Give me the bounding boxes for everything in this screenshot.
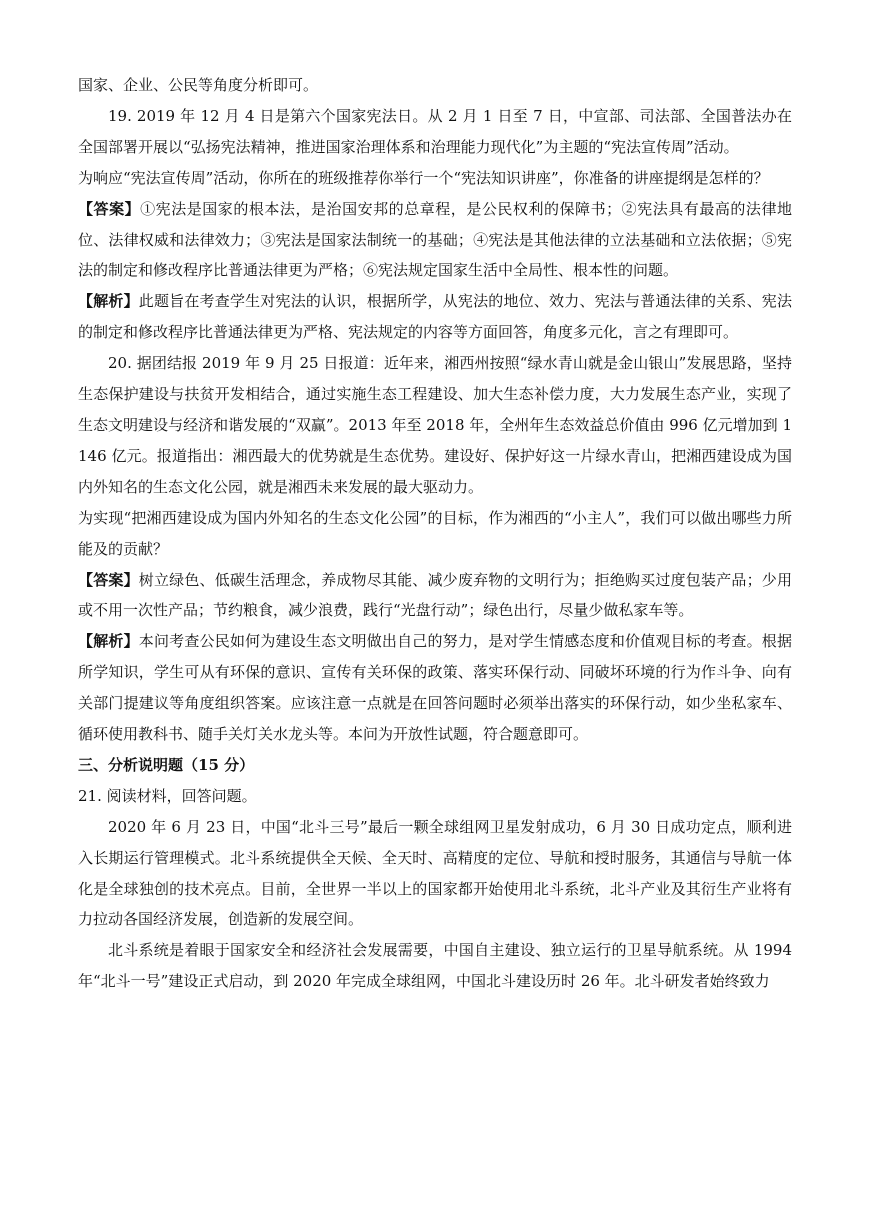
- question-19-answer: [78, 194, 792, 287]
- question-20-prompt: 为实现“把湘西建设成为国内外知名的生态文化公园”的目标，作为湘西的“小主人”，我们可以做出哪些力所能及的贡献？: [78, 508, 792, 558]
- answer-text: ①宪法是国家的根本法，是治国安邦的总章程，是公民权利的保障书；②宪法具有最高的法律地位、法律权威和法律效力；③宪法是国家法制统一的基础；④宪法是其他法律的立法基础和立法依据；⑤宪法的制定和修改程序比普通法律更为严格；⑥宪法规定国家生活中全局性、根本性的问题。: [78, 199, 792, 280]
- answer-tag: 【答案】: [78, 570, 139, 589]
- analysis-tag: 【解析】: [78, 292, 139, 311]
- question-21-material-1: 2020 年 6 月 23 日，中国“北斗三号”最后一颗全球组网卫星发射成功，6 月 30 日成功定点，顺利进入长期运行管理模式。北斗系统提供全天候、全天时、高精度的定位、导航和授时服务，其通信与导航一体化是全球独创的技术亮点。目前，全世界一半以上的国家都开始使用北斗系统，北斗产业及其衍生产业将有力拉动各国经济发展，创造新的发展空间。: [78, 817, 792, 929]
- answer-continuation: 国家、企业、公民等角度分析即可。: [78, 76, 319, 94]
- question-21-material-2: 北斗系统是着眼于国家安全和经济社会发展需要，中国自主建设、独立运行的卫星导航系统。从 1994 年“北斗一号”建设正式启动，到 2020 年完成全球组网，中国北斗建设历时 26 年。北斗研发者始终致力: [78, 941, 792, 991]
- question-19-analysis: [78, 286, 792, 348]
- question-20-answer: [78, 565, 792, 627]
- answer-text: 树立绿色、低碳生活理念，养成物尽其能、减少废弃物的文明行为；拒绝购买过度包装产品；少用或不用一次性产品；节约粮食，减少浪费，践行“光盘行动”；绿色出行，尽量少做私家车等。: [78, 570, 792, 620]
- section-heading: 三、分析说明题（15 分）: [78, 755, 255, 774]
- question-20-material: 20. 据团结报 2019 年 9 月 25 日报道：近年来，湘西州按照“绿水青山就是金山银山”发展思路，坚持生态保护建设与扶贫开发相结合，通过实施生态工程建设、加大生态补偿力度，大力发展生态产业，实现了生态文明建设与经济和谐发展的“双赢”。2013 年至 2018 年，全州年生态效益总价值由 996 亿元增加到 1146 亿元。报道指出：湘西最大的优势就是生态优势。建设好、保护好这一片绿水青山，把湘西建设成为国内外知名的生态文化公园，就是湘西未来发展的最大驱动力。: [78, 354, 792, 496]
- document-body: [78, 70, 792, 997]
- analysis-text: 本问考查公民如何为建设生态文明做出自己的努力，是对学生情感态度和价值观目标的考查。根据所学知识，学生可从有环保的意识、宣传有关环保的政策、落实环保行动、同破坏环境的行为作斗争、向有关部门提建议等角度组织答案。应该注意一点就是在回答问题时必须举出落实的环保行动，如少坐私家车、循环使用教科书、随手关灯关水龙头等。本问为开放性试题，符合题意即可。: [78, 632, 792, 744]
- question-19-prompt: 为响应“宪法宣传周”活动，你所在的班级推荐你举行一个“宪法知识讲座”，你准备的讲座提纲是怎样的？: [78, 168, 769, 187]
- question-21-title: 21. 阅读材料，回答问题。: [78, 786, 257, 805]
- analysis-tag: 【解析】: [78, 632, 139, 651]
- analysis-text: 此题旨在考查学生对宪法的认识，根据所学，从宪法的地位、效力、宪法与普通法律的关系、宪法的制定和修改程序比普通法律更为严格、宪法规定的内容等方面回答，角度多元化，言之有理即可。: [78, 292, 792, 342]
- question-20-analysis: [78, 626, 792, 750]
- question-19-material: 19. 2019 年 12 月 4 日是第六个国家宪法日。从 2 月 1 日至 7 日，中宣部、司法部、全国普法办在全国部署开展以“弘扬宪法精神，推进国家治理体系和治理能力现代化”为主题的“宪法宣传周”活动。: [78, 106, 792, 156]
- answer-tag: 【答案】: [78, 199, 141, 218]
